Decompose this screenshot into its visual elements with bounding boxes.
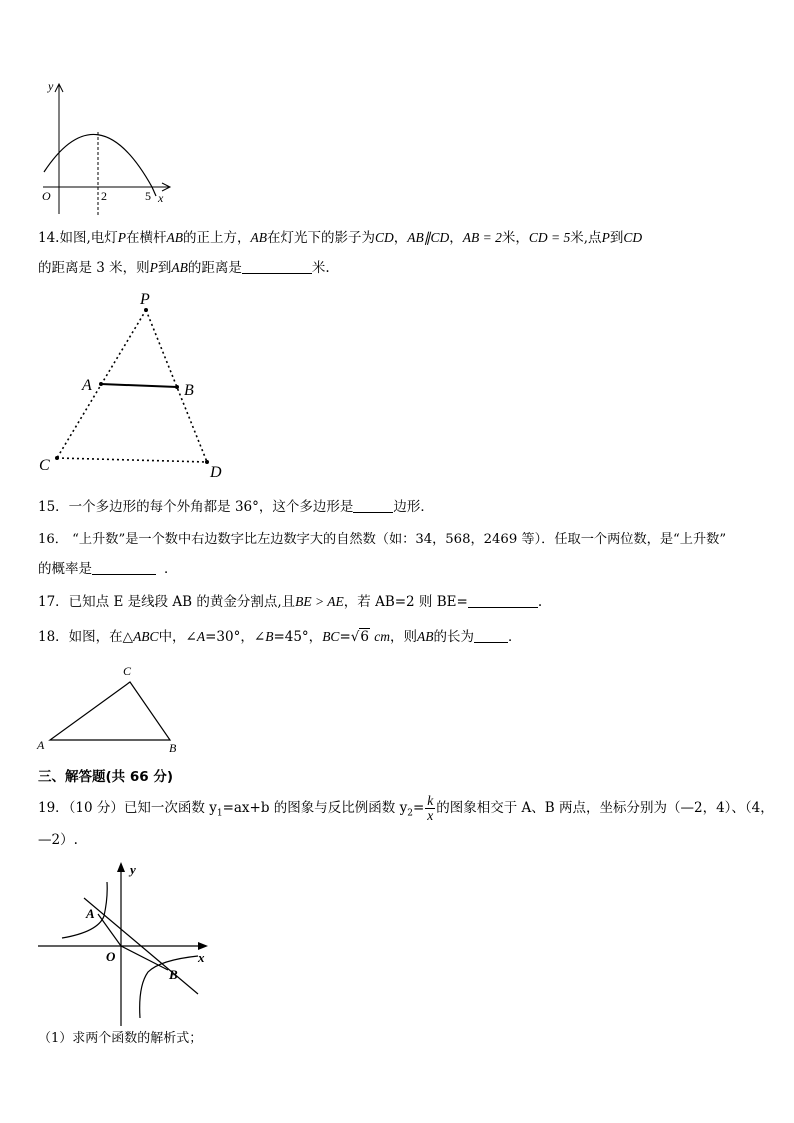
vertex-C-label: C <box>123 664 132 678</box>
triangle-figure <box>34 660 184 756</box>
vertex-B-label: B <box>169 741 177 755</box>
question-14-line-2: 的距离是 3 米，则P到AB的距离是 米. <box>38 260 330 276</box>
point-D-label: D <box>210 464 222 481</box>
answer-blank-15[interactable] <box>353 498 393 513</box>
question-15: 15．一个多边形的每个外角都是 36°，这个多边形是 边形． <box>38 499 434 515</box>
point-A-label: A <box>86 906 95 921</box>
parabola-figure <box>38 76 178 218</box>
point-B-label: B <box>169 967 178 982</box>
point-B-label: B <box>184 382 194 399</box>
tick-5-label: 5 <box>145 189 151 203</box>
question-19-part-1: （1）求两个函数的解析式； <box>38 1031 203 1046</box>
question-18: 18．如图，在△ABC中，∠A=30°，∠B=45°，BC=√6 cm，则AB的长为 ． <box>38 629 522 645</box>
section-heading: 三、解答题(共 66 分) <box>38 769 174 785</box>
y-axis-label: y <box>130 862 136 877</box>
question-17: 17．已知点 E 是线段 AB 的黄金分割点,且BE > AE，若 AB=2 则 BE= . <box>38 594 543 610</box>
question-19-line-1: 19．（10 分）已知一次函数 $y_1=ax+b$ 的图象与反比例函数 $y_2=$ $\frac{k}{x}$ 的图象相交于 A、B 两点，坐标分别为（—2，4）、（4， <box>38 793 774 823</box>
question-16-line-1: 16． “上升数”是一个数中右边数字比左边数字大的自然数（如：34，568，2469 等）．任取一个两位数，是“上升数” <box>38 532 727 547</box>
tick-2-label: 2 <box>101 189 107 203</box>
point-P-label: P <box>140 291 150 308</box>
answer-blank-18[interactable] <box>474 628 508 643</box>
point-A-label: A <box>82 377 92 394</box>
x-axis-label: x <box>198 950 205 965</box>
answer-blank-16[interactable] <box>92 560 156 575</box>
vertex-A-label: A <box>37 738 45 752</box>
function-graph-figure <box>36 858 216 1028</box>
point-C-label: C <box>39 457 50 474</box>
answer-blank-14[interactable] <box>242 259 312 274</box>
question-14-line-1: 14.如图,电灯P在横杆AB的正上方，AB在灯光下的影子为CD，AB∥CD，AB = 2米，CD = 5米,点P到CD <box>38 230 643 246</box>
answer-blank-17[interactable] <box>468 593 538 608</box>
origin-label: O <box>42 189 51 203</box>
fraction-k-over-x: $\frac{k}{x}$ <box>427 793 434 823</box>
x-axis-label: x <box>158 191 164 205</box>
y-axis-label: y <box>48 79 54 93</box>
question-19-line-2: —2）. <box>38 832 78 848</box>
origin-label: O <box>106 949 116 964</box>
question-16-line-2: 的概率是 ． <box>38 561 178 577</box>
lamp-shadow-figure <box>36 288 236 484</box>
